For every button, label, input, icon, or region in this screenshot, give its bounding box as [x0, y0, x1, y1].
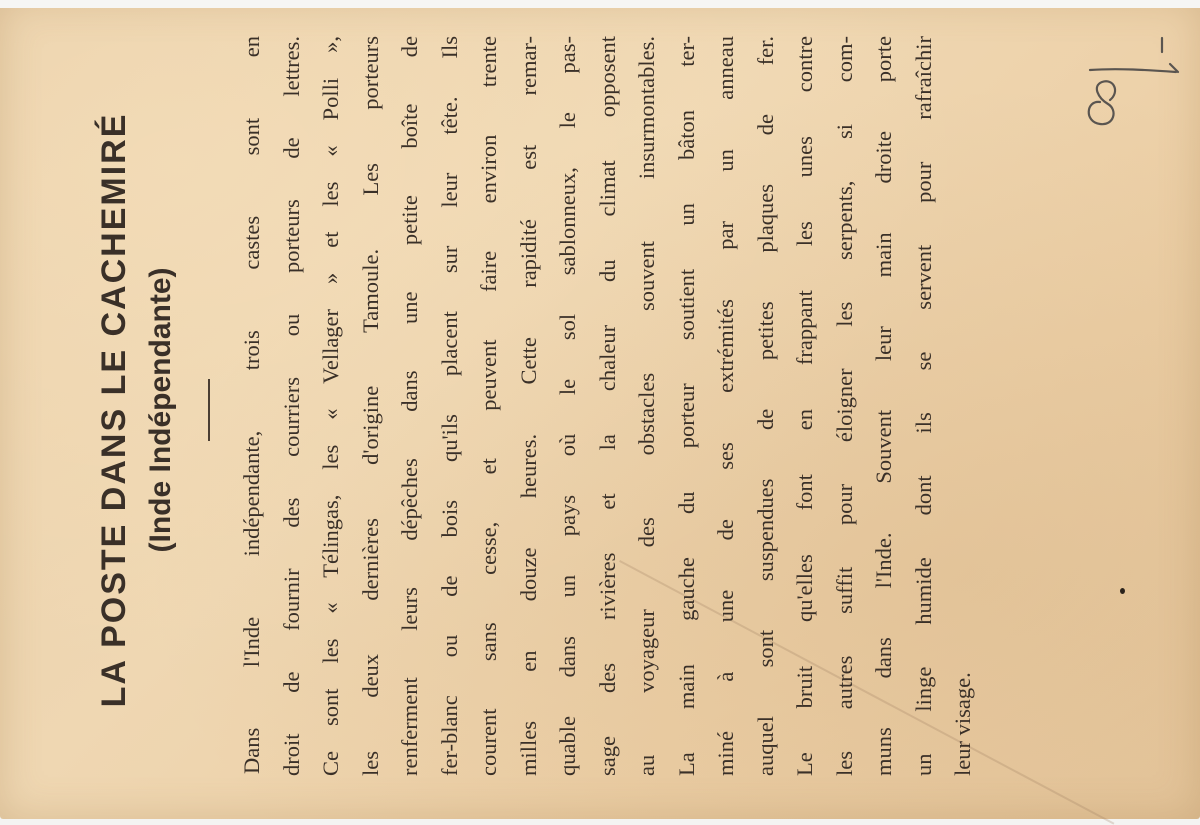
body-line: renferment leurs dépêches dans une petite boîte de: [397, 36, 422, 776]
body-line: les autres suffit pour éloigner les serpents, si com-: [831, 36, 857, 776]
document-title: LA POSTE DANS LE CACHEMIRÉ: [95, 112, 133, 708]
scan-edge: [0, 0, 1200, 8]
body-paragraph: [232, 30, 983, 790]
title-divider: [208, 379, 210, 441]
body-line: un linge humide dont ils se servent pour rafraîchir: [910, 36, 936, 776]
body-line: au voyageur des obstacles souvent insurmontables.: [634, 36, 659, 776]
body-line: leur visage.: [950, 672, 975, 776]
body-line: fer-blanc ou de bois qu'ils placent sur leur tête. Ils: [436, 36, 462, 776]
body-line: quable dans un pays où le sol sablonneux, le pas-: [555, 36, 580, 776]
body-line: La main gauche du porteur soutient un bâton ter-: [673, 36, 699, 776]
body-line: milles en douze heures. Cette rapidité est remar-: [515, 36, 541, 776]
body-line: auquel sont suspendues de petites plaques de fer.: [752, 36, 778, 776]
handwritten-pencil-number: [1078, 30, 1188, 130]
body-line: courent sans cesse, et peuvent faire environ trente: [476, 36, 501, 776]
rotated-text-block: [92, 30, 982, 790]
body-line: sage des rivières et la chaleur du climat opposent: [594, 36, 620, 776]
body-line: les deux dernières d'origine Tamoule. Les porteurs: [357, 36, 383, 776]
body-line: Le bruit qu'elles font en frappant les unes contre: [792, 36, 817, 776]
document-subtitle: (Inde Indépendante): [144, 267, 177, 553]
body-line: muns dans l'Inde. Souvent leur main droite porte: [871, 36, 896, 776]
body-line: miné à une de ses extrémités par un anneau: [713, 36, 738, 776]
body-line: Dans l'Inde indépendante, trois castes sont en: [239, 36, 264, 774]
body-line: Ce sont les « Télingas, les « Vellager » et les « Polli »,: [318, 36, 343, 776]
ink-speck: [1120, 588, 1125, 594]
body-line: droit de fournir des courriers ou porteurs de lettres.: [278, 36, 304, 776]
